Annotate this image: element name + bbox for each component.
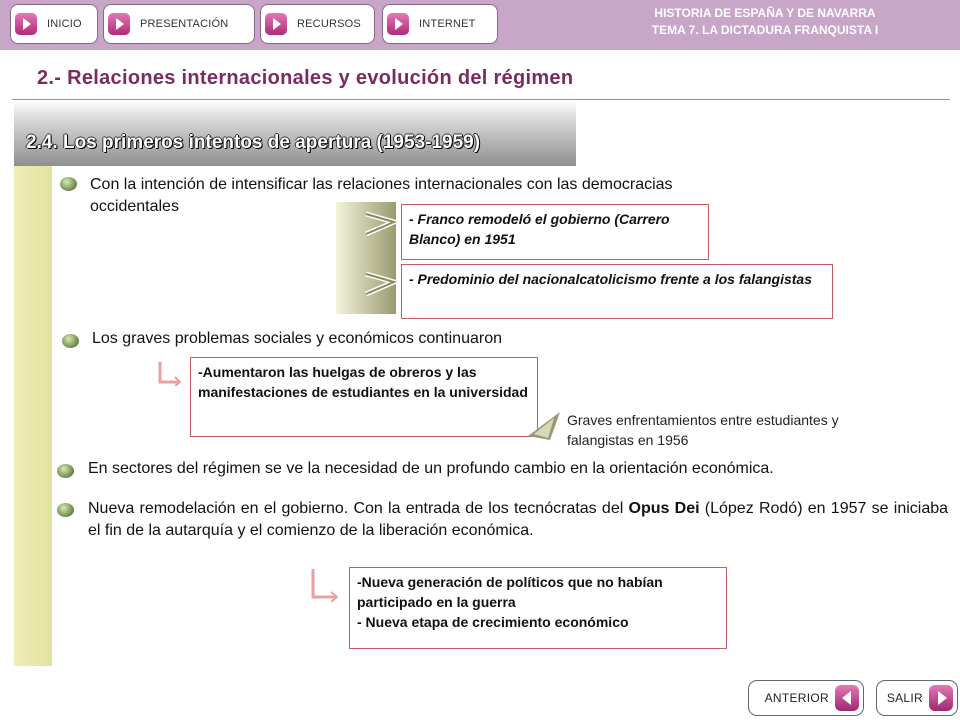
nav-internet-button[interactable] (382, 4, 498, 44)
salir-button[interactable] (876, 680, 958, 716)
salir-label: SALIR (886, 691, 923, 705)
bullet-icon (57, 464, 74, 478)
point-text (88, 498, 948, 542)
info-box-generacion (349, 567, 727, 649)
info-box-huelgas: -Aumentaron las huelgas de obreros y las manifestaciones de estudiantes en la universidad (190, 357, 538, 437)
nav-inicio-label: INICIO (47, 18, 82, 30)
anterior-label: ANTERIOR (764, 691, 829, 705)
right-arrow-icon (364, 208, 400, 236)
nav-presentacion-label: PRESENTACIÓN (140, 18, 229, 30)
point-text: En sectores del régimen se ve la necesidad de un profundo cambio en la orientación económica. (88, 460, 774, 477)
point-text-part: (López Rodó) en 1957 se iniciaba el fin de la autarquía y el comienzo de la liberación económica. (88, 500, 949, 539)
bullet-icon (57, 503, 74, 517)
bullet-icon (60, 177, 77, 191)
right-arrow-icon (364, 268, 400, 296)
play-arrow-icon (387, 13, 409, 35)
nav-inicio-button[interactable] (10, 4, 98, 44)
point-text: Con la intención de intensificar las relaciones internacionales con las democracias occidentales (90, 176, 673, 215)
exit-arrow-icon (929, 685, 953, 711)
play-arrow-icon (265, 13, 287, 35)
back-arrow-icon (835, 685, 859, 711)
triangle-pointer-icon (526, 410, 562, 442)
l-arrow-icon (309, 567, 339, 603)
nav-internet-label: INTERNET (419, 18, 476, 30)
nav-presentacion-button[interactable] (103, 4, 255, 44)
course-title-line2: TEMA 7. LA DICTADURA FRANQUISTA I (651, 23, 879, 37)
section-title: 2.4. Los primeros intentos de apertura (1953-1959) (26, 132, 481, 153)
course-title-line1: HISTORIA DE ESPAÑA Y DE NAVARRA (654, 6, 876, 20)
nav-recursos-label: RECURSOS (297, 18, 361, 30)
bullet-icon (62, 334, 79, 348)
note-enfrentamientos: Graves enfrentamientos entre estudiantes y falangistas en 1956 (567, 412, 839, 448)
play-arrow-icon (15, 13, 37, 35)
l-arrow-icon (156, 360, 182, 386)
anterior-button[interactable] (748, 680, 864, 716)
left-decorative-column (14, 100, 52, 666)
page-title: 2.- Relaciones internacionales y evolución del régimen (37, 67, 574, 89)
nav-recursos-button[interactable] (260, 4, 375, 44)
info-box-gobierno: - Franco remodeló el gobierno (Carrero Blanco) en 1951 (401, 204, 709, 260)
info-box-nacionalcatolicismo: - Predominio del nacionalcatolicismo frente a los falangistas (401, 264, 833, 319)
course-title (600, 5, 930, 39)
info-box-generacion-line2: - Nueva etapa de crecimiento económico (357, 614, 629, 630)
point-text-part: Nueva remodelación en el gobierno. Con la entrada de los tecnócratas del (88, 500, 629, 517)
info-box-generacion-line1: -Nueva generación de políticos que no habían participado en la guerra (357, 574, 663, 610)
play-arrow-icon (108, 13, 130, 35)
point-text: Los graves problemas sociales y económicos continuaron (92, 330, 502, 347)
point-text-bold: Opus Dei (628, 500, 700, 517)
